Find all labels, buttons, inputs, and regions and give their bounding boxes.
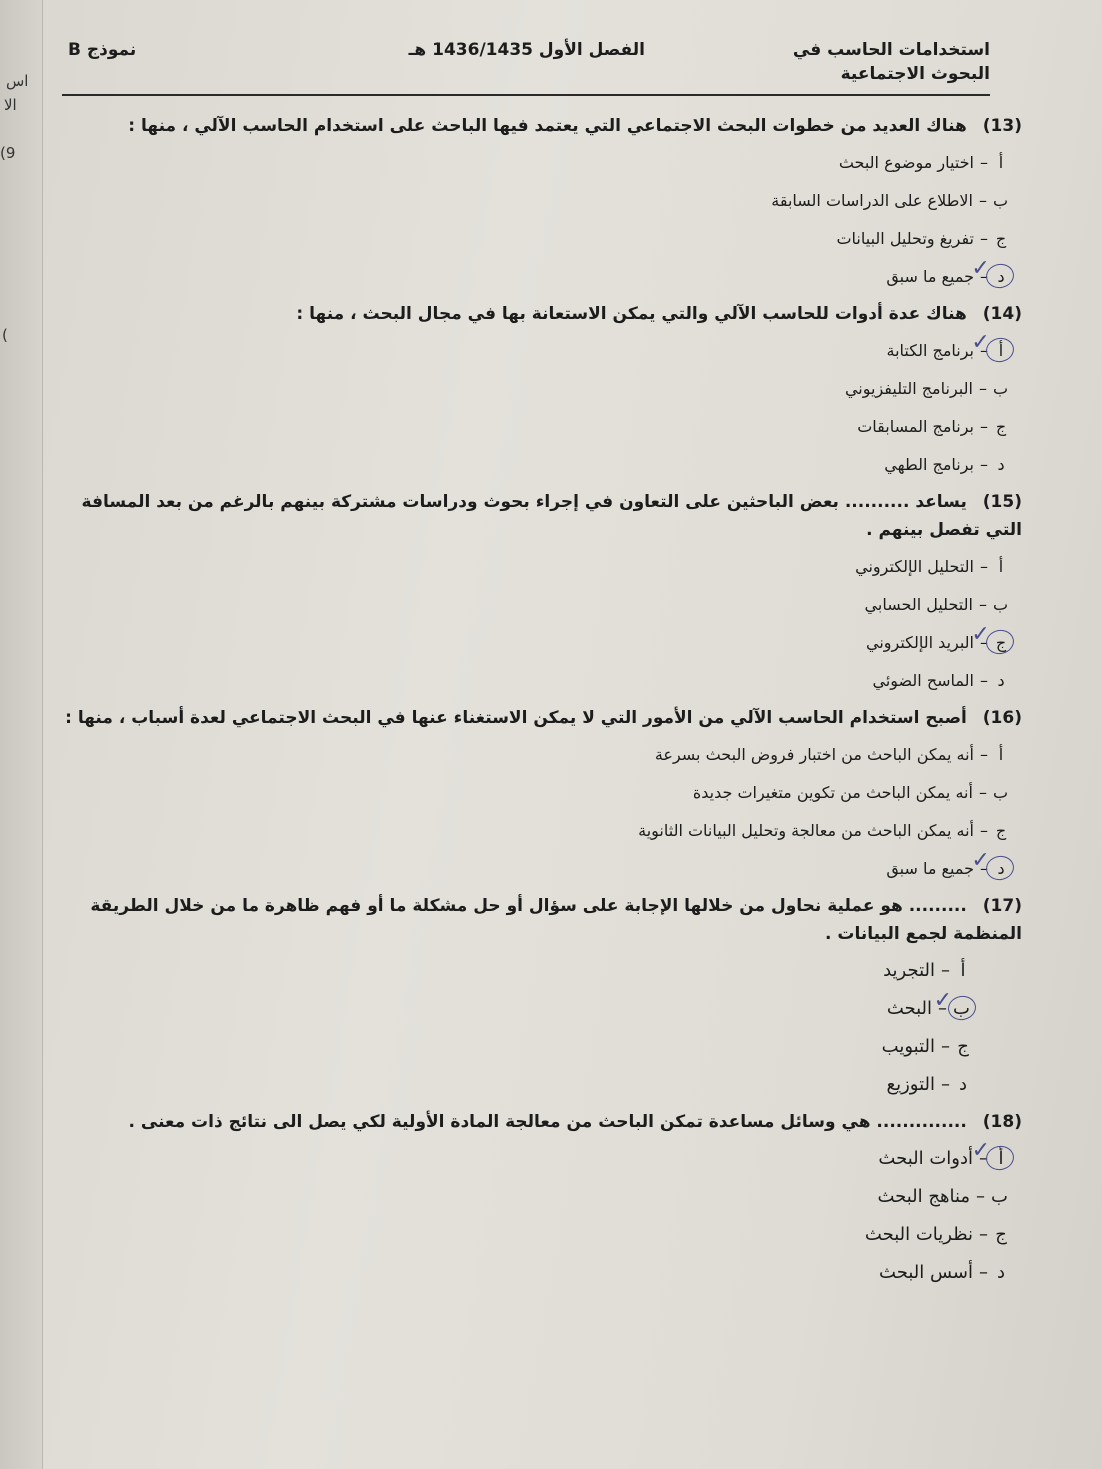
option-label: أ <box>960 960 966 981</box>
question-text <box>60 704 1022 732</box>
option-text: الاطلاع على الدراسات السابقة <box>771 191 973 210</box>
option-label: ب <box>992 191 1008 210</box>
option-text: التوزيع <box>886 1074 935 1095</box>
option-text: تفريغ وتحليل البيانات <box>836 229 974 248</box>
option-label: ج <box>995 821 1007 840</box>
option-label: ب <box>992 595 1008 614</box>
option-text: أنه يمكن الباحث من تكوين متغيرات جديدة <box>692 783 973 802</box>
question-number: (13) <box>982 116 1022 136</box>
edge-fragment: 9) <box>0 144 16 162</box>
option-label: د ✓ <box>994 850 1008 888</box>
edge-fragment: اس <box>6 72 29 90</box>
option-label: ج <box>995 1224 1007 1245</box>
option-d[interactable]: د ✓–جميع ما سبق <box>60 258 1022 296</box>
option-text: الماسح الضوئي <box>872 671 974 690</box>
option-text: برنامج الطهي <box>884 455 974 474</box>
option-text: برنامج المسابقات <box>857 417 974 436</box>
question-17 <box>60 892 1022 1104</box>
question-number: (14) <box>982 304 1022 324</box>
option-b[interactable]: ب–التحليل الحسابي <box>60 586 1022 624</box>
option-text: البريد الإلكتروني <box>866 633 974 652</box>
question-14 <box>60 300 1022 484</box>
edge-fragment: ) <box>2 326 8 344</box>
option-label: ب <box>992 783 1008 802</box>
edge-fragment: الا <box>4 96 17 114</box>
option-c[interactable]: ج–التبويب <box>60 1028 1022 1066</box>
option-label: أ <box>998 153 1004 172</box>
question-number: (16) <box>982 708 1022 728</box>
question-stem: .............. هي وسائل مساعدة تمكن الباحث من معالجة المادة الأولية لكي يصل الى نتائج ذات معنى . <box>128 1112 967 1132</box>
option-label: أ <box>998 745 1004 764</box>
option-label: أ ✓ <box>994 1140 1008 1178</box>
question-stem: ......... هو عملية نحاول من خلالها الإجابة على سؤال أو حل مشكلة ما أو فهم ظاهرة ما من خلال الطريقة المنظمة لجمع البيانات . <box>90 896 1022 944</box>
question-text <box>60 892 1022 948</box>
question-stem: هناك عدة أدوات للحاسب الآلي والتي يمكن الاستعانة بها في مجال البحث ، منها : <box>296 304 967 324</box>
option-a[interactable]: أ–اختيار موضوع البحث <box>60 144 1022 182</box>
option-text: أنه يمكن الباحث من اختبار فروض البحث بسرعة <box>654 745 974 764</box>
question-16 <box>60 704 1022 888</box>
question-text <box>60 1108 1022 1136</box>
option-c[interactable]: ج–تفريغ وتحليل البيانات <box>60 220 1022 258</box>
option-label: ب <box>992 379 1008 398</box>
option-label: د <box>996 1262 1005 1283</box>
option-text: التجريد <box>883 960 935 981</box>
option-b[interactable]: ب ✓–البحث <box>60 990 1022 1028</box>
option-label: د <box>997 455 1005 474</box>
option-c[interactable]: ج–أنه يمكن الباحث من معالجة وتحليل البيانات الثانوية <box>60 812 1022 850</box>
question-stem: أصبح استخدام الحاسب الآلي من الأمور التي لا يمكن الاستغناء عنها في البحث الاجتماعي لعدة أسباب ، منها : <box>65 708 967 728</box>
question-text <box>60 112 1022 140</box>
option-text: التحليل الإلكتروني <box>855 557 974 576</box>
option-a[interactable]: أ ✓–برنامج الكتابة <box>60 332 1022 370</box>
semester-label: الفصل الأول 1436/1435 هـ <box>408 40 645 60</box>
question-number: (17) <box>982 896 1022 916</box>
exam-model-label: نموذج B <box>68 40 137 60</box>
option-label: ج <box>957 1036 969 1057</box>
option-a[interactable]: أ–التجريد <box>60 952 1022 990</box>
option-text: أدوات البحث <box>878 1148 973 1169</box>
question-15 <box>60 488 1022 700</box>
option-text: جميع ما سبق <box>886 267 974 286</box>
question-stem: يساعد .......... بعض الباحثين على التعاون في إجراء بحوث ودراسات مشتركة بينهم بالرغم من بعد المسافة التي تفصل بينهم . <box>81 492 1022 540</box>
option-d[interactable]: د–الماسح الضوئي <box>60 662 1022 700</box>
option-c[interactable]: ج–نظريات البحث <box>60 1216 1022 1254</box>
header-divider <box>62 94 990 96</box>
option-label: أ ✓ <box>994 332 1008 370</box>
option-c[interactable]: ج–برنامج المسابقات <box>60 408 1022 446</box>
option-a[interactable]: أ ✓–أدوات البحث <box>60 1140 1022 1178</box>
option-label: أ <box>998 557 1004 576</box>
option-label: د <box>958 1074 967 1095</box>
course-title: استخدامات الحاسب في البحوث الاجتماعية <box>792 40 990 84</box>
option-b[interactable]: ب–البرنامج التليفزيوني <box>60 370 1022 408</box>
option-b[interactable]: ب–أنه يمكن الباحث من تكوين متغيرات جديدة <box>60 774 1022 812</box>
option-text: جميع ما سبق <box>886 859 974 878</box>
option-text: التحليل الحسابي <box>864 595 973 614</box>
option-label: ب <box>991 1186 1008 1207</box>
option-label: ج ✓ <box>994 624 1008 662</box>
question-text <box>60 300 1022 328</box>
option-b[interactable]: ب–الاطلاع على الدراسات السابقة <box>60 182 1022 220</box>
option-text: البحث <box>886 998 933 1019</box>
option-text: اختيار موضوع البحث <box>838 153 974 172</box>
option-b[interactable]: ب–مناهج البحث <box>60 1178 1022 1216</box>
exam-header <box>60 38 990 88</box>
question-18 <box>60 1108 1022 1292</box>
option-text: نظريات البحث <box>864 1224 973 1245</box>
option-text: أسس البحث <box>879 1262 973 1283</box>
option-label: ج <box>995 229 1007 248</box>
question-stem: هناك العديد من خطوات البحث الاجتماعي التي يعتمد فيها الباحث على استخدام الحاسب الآلي ، منها : <box>128 116 967 136</box>
questions-list <box>60 112 1022 1296</box>
question-number: (18) <box>982 1112 1022 1132</box>
option-text: مناهج البحث <box>877 1186 971 1207</box>
option-label: ب ✓ <box>953 990 970 1028</box>
underlying-page-edge <box>0 0 43 1469</box>
question-13 <box>60 112 1022 296</box>
option-label: ج <box>995 417 1007 436</box>
option-text: برنامج الكتابة <box>886 341 974 360</box>
option-text: التبويب <box>881 1036 935 1057</box>
option-a[interactable]: أ–التحليل الإلكتروني <box>60 548 1022 586</box>
question-text <box>60 488 1022 544</box>
option-text: أنه يمكن الباحث من معالجة وتحليل البيانات الثانوية <box>638 821 974 840</box>
option-d[interactable]: د ✓–جميع ما سبق <box>60 850 1022 888</box>
option-c[interactable]: ج ✓–البريد الإلكتروني <box>60 624 1022 662</box>
option-label: د ✓ <box>994 258 1008 296</box>
option-a[interactable]: أ–أنه يمكن الباحث من اختبار فروض البحث بسرعة <box>60 736 1022 774</box>
option-d[interactable]: د–التوزيع <box>60 1066 1022 1104</box>
option-d[interactable]: د–برنامج الطهي <box>60 446 1022 484</box>
option-d[interactable]: د–أسس البحث <box>60 1254 1022 1292</box>
question-number: (15) <box>982 492 1022 512</box>
option-label: د <box>997 671 1005 690</box>
option-text: البرنامج التليفزيوني <box>844 379 973 398</box>
